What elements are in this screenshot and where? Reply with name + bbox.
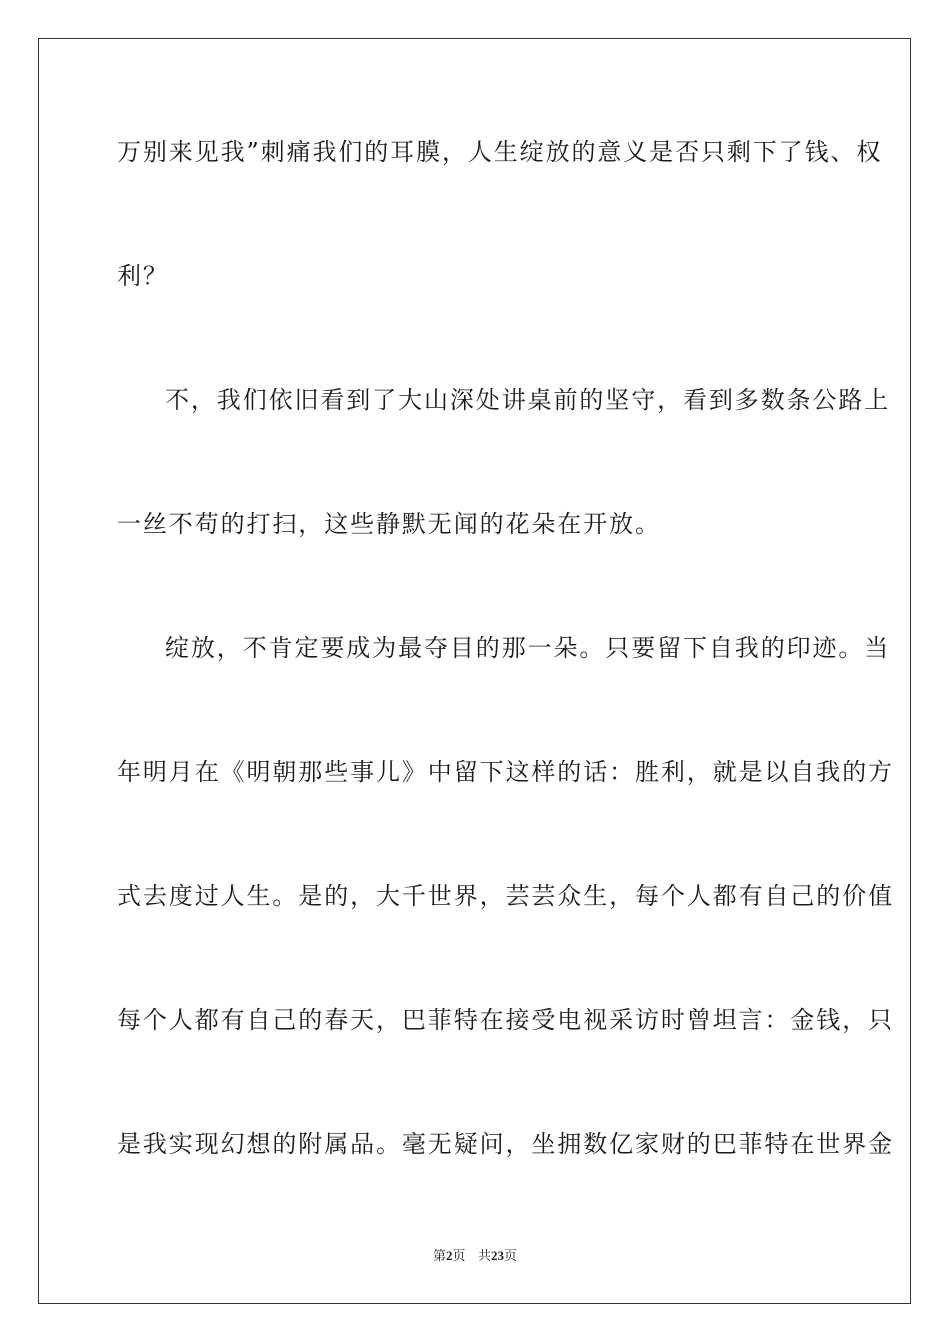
text-line-5: 绽放，不肯定要成为最夺目的那一朵。只要留下自我的印迹。当 <box>165 634 891 662</box>
text-line-2: 利？ <box>117 262 169 290</box>
text-line-4: 一丝不苟的打扫，这些静默无闻的花朵在开放。 <box>117 510 661 538</box>
page-number: 2 <box>446 1248 453 1263</box>
text-line-7: 式去度过人生。是的，大千世界，芸芸众生，每个人都有自己的价值 <box>117 882 894 910</box>
text-line-1: 万别来见我”刺痛我们的耳膜，人生绽放的意义是否只剩下了钱、权 <box>117 138 883 166</box>
total-pages: 23 <box>490 1248 504 1263</box>
total-suffix: 页 <box>503 1249 517 1264</box>
page-suffix: 页 <box>452 1249 466 1264</box>
text-line-8: 每个人都有自己的春天，巴菲特在接受电视采访时曾坦言：金钱，只 <box>117 1006 894 1034</box>
total-prefix: 共 <box>477 1249 491 1264</box>
page-footer <box>0 1248 950 1265</box>
text-line-6: 年明月在《明朝那些事儿》中留下这样的话：胜利，就是以自我的方 <box>117 758 894 786</box>
text-line-3: 不，我们依旧看到了大山深处讲桌前的坚守，看到多数条公路上 <box>165 386 891 414</box>
page-prefix: 第 <box>433 1249 447 1264</box>
page-border <box>38 38 911 1304</box>
text-line-9: 是我实现幻想的附属品。毫无疑问，坐拥数亿家财的巴菲特在世界金 <box>117 1130 894 1158</box>
